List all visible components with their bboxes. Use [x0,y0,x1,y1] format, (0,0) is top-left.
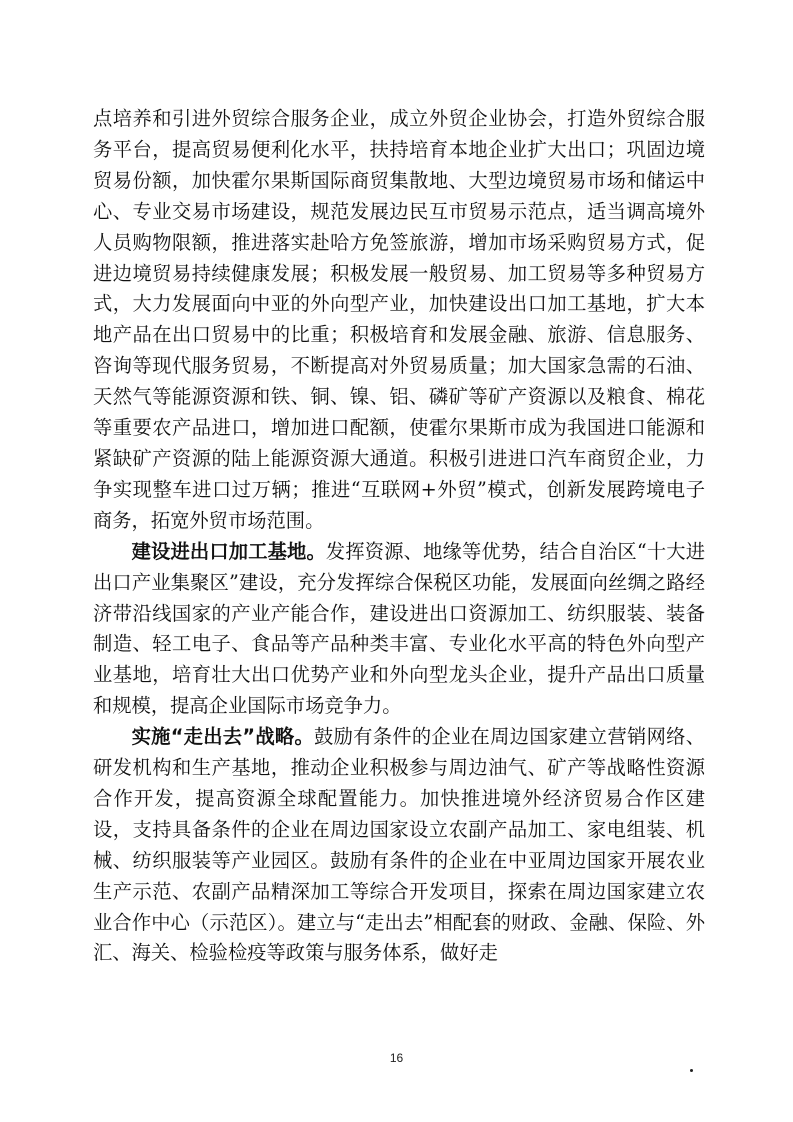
paragraph-going-global [93,722,705,969]
paragraph-heading: 实施“走出去”战略。 [131,725,315,749]
paragraph-text: 鼓励有条件的企业在周边国家建立营销网络、研发机构和生产基地，推动企业积极参与周边油气、矿产等战略性资源合作开发，提高资源全球配置能力。加快推进境外经济贸易合作区建设，支持具备条件的企业在周边国家设立农副产品加工、家电组装、机械、纺织服装等产业园区。鼓励有条件的企业在中亚周边国家开展农业生产示范、农副产品精深加工等综合开发项目，探索在周边国家建立农业合作中心（示范区）。建立与“走出去”相配套的财政、金融、保险、外汇、海关、检验检疫等政策与服务体系，做好走 [93,725,706,965]
paragraph-text: 点培养和引进外贸综合服务企业，成立外贸企业协会，打造外贸综合服务平台，提高贸易便利化水平，扶持培育本地企业扩大出口；巩固边境贸易份额，加快霍尔果斯国际商贸集散地、大型边境贸易市场和储运中心、专业交易市场建设，规范发展边民互市贸易示范点，适当调高境外人员购物限额，推进落实赴哈方免签旅游，增加市场采购贸易方式，促进边境贸易持续健康发展；积极发展一般贸易、加工贸易等多种贸易方式，大力发展面向中亚的外向型产业，加快建设出口加工基地，扩大本地产品在出口贸易中的比重；积极培育和发展金融、旅游、信息服务、咨询等现代服务贸易，不断提高对外贸易质量；加大国家急需的石油、天然气等能源资源和铁、铜、镍、铝、磷矿等矿产资源以及粮食、棉花等重要农产品进口，增加进口配额，使霍尔果斯市成为我国进口能源和紧缺矿产资源的陆上能源资源大通道。积极引进进口汽车商贸企业，力争实现整车进口过万辆；推进“互联网+外贸”模式，创新发展跨境电子商务，拓宽外贸市场范围。 [93,107,705,532]
paragraph-text: 发挥资源、地缘等优势，结合自治区“十大进出口产业集聚区”建设，充分发挥综合保税区功能，发展面向丝绸之路经济带沿线国家的产业产能合作，建设进出口资源加工、纺织服装、装备制造、轻工电子、食品等产品种类丰富、专业化水平高的特色外向型产业基地，培育壮大出口优势产业和外向型龙头企业，提升产品出口质量和规模，提高企业国际市场竞争力。 [93,539,705,718]
paragraph-heading: 建设进出口加工基地。 [131,539,326,563]
page-number: 16 [389,1051,404,1065]
corner-dot-mark [690,1069,693,1072]
paragraph-foreign-trade [93,104,705,537]
paragraph-processing-base [93,537,705,722]
document-body [93,104,705,969]
